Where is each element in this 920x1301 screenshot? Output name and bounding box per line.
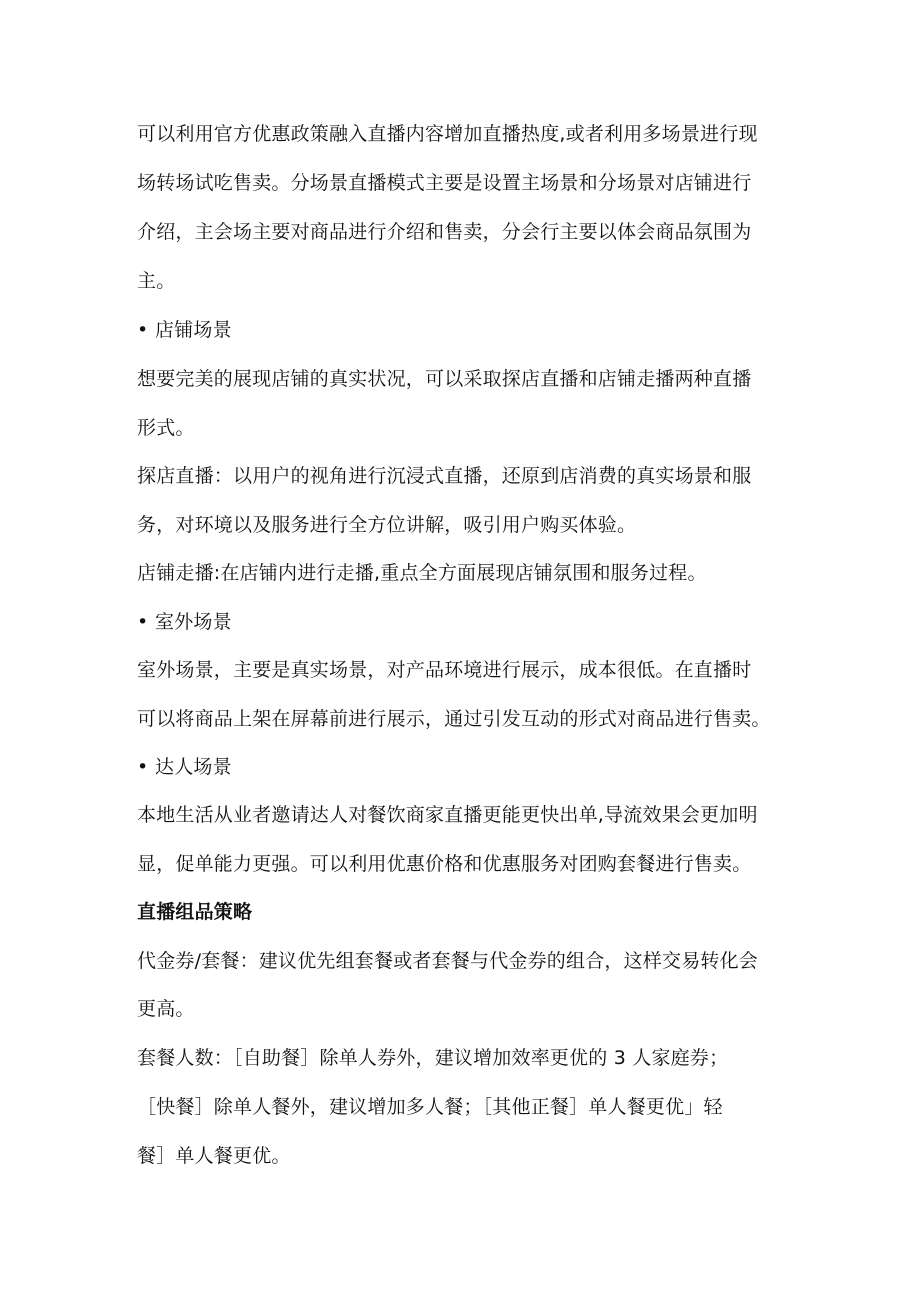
bullet-item-influencer-scene [137, 755, 232, 779]
paragraph-line: 显，促单能力更强。可以利用优惠价格和优惠服务对团购套餐进行售卖。 [137, 853, 752, 875]
bullet-item-outdoor-scene [137, 610, 232, 634]
bullet-label: 室外场景 [155, 611, 232, 633]
section-heading: 直播组品策略 [137, 901, 253, 923]
paragraph-line: 想要完美的展现店铺的真实状况，可以采取探店直播和店铺走播两种直播 [137, 368, 752, 390]
paragraph-line: 室外场景，主要是真实场景，对产品环境进行展示，成本很低。在直播时 [137, 659, 752, 681]
paragraph-line: 形式。 [137, 417, 195, 439]
paragraph-line: 餐］单人餐更优。 [137, 1145, 291, 1167]
bullet-icon: • [137, 611, 149, 633]
bullet-icon: • [137, 319, 149, 341]
bullet-icon: • [137, 756, 149, 778]
paragraph-line: 更高。 [137, 998, 195, 1020]
paragraph-line: 套餐人数：［自助餐］除单人券外，建议增加效率更优的 3 人家庭券； [137, 1047, 729, 1069]
paragraph-line: 场转场试吃售卖。分场景直播模式主要是设置主场景和分场景对店铺进行 [137, 172, 752, 194]
paragraph-line: 务，对环境以及服务进行全方位讲解，吸引用户购买体验。 [137, 514, 637, 536]
paragraph-line: 主。 [137, 270, 176, 292]
paragraph-line: 介绍，主会场主要对商品进行介绍和售卖，分会行主要以体会商品氛围为 [137, 221, 752, 243]
paragraph-line: 可以将商品上架在屏幕前进行展示，通过引发互动的形式对商品进行售卖。 [137, 708, 771, 730]
paragraph-line: 可以利用官方优惠政策融入直播内容增加直播热度,或者利用多场景进行现 [137, 123, 758, 145]
paragraph-line: 探店直播：以用户的视角进行沉浸式直播，还原到店消费的真实场景和服 [137, 465, 752, 487]
paragraph-line: 店铺走播:在店铺内进行走播,重点全方面展现店铺氛围和服务过程。 [137, 562, 707, 584]
bullet-label: 达人场景 [155, 756, 232, 778]
bullet-item-store-scene [137, 318, 232, 342]
paragraph-line: ［快餐］除单人餐外，建议增加多人餐；［其他正餐］单人餐更优」轻 [137, 1096, 723, 1118]
bullet-label: 店铺场景 [155, 319, 232, 341]
paragraph-line: 本地生活从业者邀请达人对餐饮商家直播更能更快出单,导流效果会更加明 [137, 804, 758, 826]
paragraph-line: 代金券/套餐：建议优先组套餐或者套餐与代金券的组合，这样交易转化会 [137, 950, 759, 972]
